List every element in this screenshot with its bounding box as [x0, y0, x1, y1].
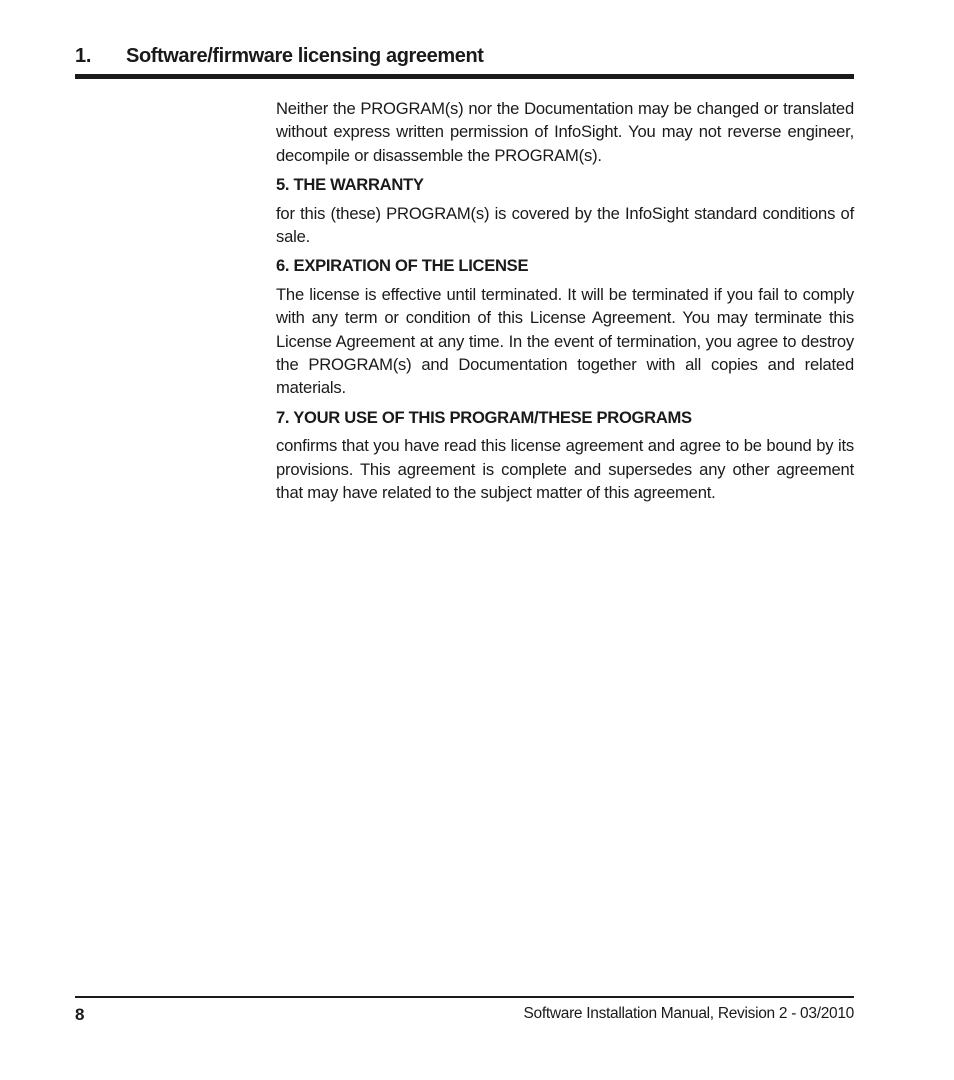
use-paragraph: confirms that you have read this license agreement and agree to be bound by its provisions. This agreement is complete and supersedes any other agreement that may have related to the subject matter of this agreement. [276, 436, 854, 503]
document-info: Software Installation Manual, Revision 2 - 03/2010 [523, 1005, 854, 1022]
header-divider [75, 74, 854, 79]
page-number: 8 [75, 1005, 85, 1024]
expiration-heading: 6. EXPIRATION OF THE LICENSE [276, 256, 529, 276]
expiration-paragraph: The license is effective until terminated. It will be terminated if you fail to comply with any term or condition of this License Agreement. You may terminate this License Agreement at any time. In the event of termination, you agree to destroy the PROGRAM(s) and Documentation together with all copies and related materials. [276, 284, 854, 398]
warranty-heading: 5. THE WARRANTY [276, 175, 424, 195]
section-title: Software/firmware licensing agreement [126, 45, 484, 67]
page-header [75, 45, 854, 71]
section-number: 1. [75, 45, 92, 67]
footer-divider [75, 996, 854, 998]
main-content [276, 97, 854, 511]
intro-paragraph: Neither the PROGRAM(s) nor the Documentation may be changed or translated without express written permission of InfoSight. You may not reverse engineer, decompile or disassemble the PROGRAM(s). [276, 99, 854, 165]
use-heading: 7. YOUR USE OF THIS PROGRAM/THESE PROGRAMS [276, 407, 692, 427]
warranty-paragraph: for this (these) PROGRAM(s) is covered by the InfoSight standard conditions of sale. [276, 203, 854, 247]
